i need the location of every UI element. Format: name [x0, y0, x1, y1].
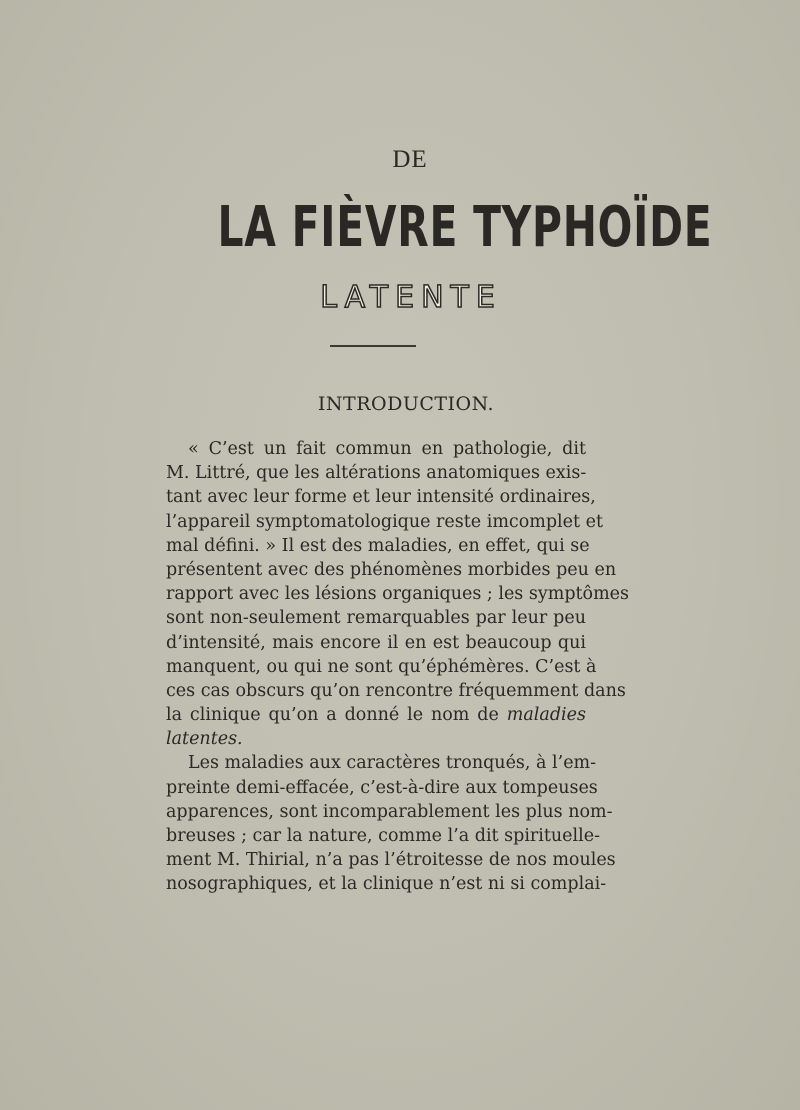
page-subtitle: LATENTE	[320, 280, 502, 315]
text-line: M. Littré, que les altérations anatomiques exis-	[166, 463, 587, 484]
text-line: mal défini. » Il est des maladies, en effet, qui se	[166, 535, 590, 556]
text-line: Les maladies aux caractères tronqués, à l’em-	[188, 753, 597, 774]
body-text	[166, 437, 630, 897]
text-line: rapport avec les lésions organiques ; les symptômes	[166, 584, 630, 605]
text-line: apparences, sont incomparablement les plus nom-	[166, 801, 613, 822]
text-line: l’appareil symptomatologique reste imcomplet et	[166, 511, 603, 532]
text-line: manquent, ou qui ne sont qu’éphémères. C’est à	[166, 656, 597, 677]
text-line	[166, 703, 586, 727]
text-line: preinte demi-effacée, c’est-à-dire aux tompeuses	[166, 777, 598, 798]
text-segment: la clinique qu’on a donné le nom de	[166, 705, 499, 726]
title-prefix: DE	[392, 146, 428, 173]
text-line: ces cas obscurs qu’on rencontre fréquemment dans	[166, 680, 626, 701]
section-heading: INTRODUCTION.	[317, 393, 495, 415]
text-line: « C’est un fait commun en pathologie, dit	[188, 439, 586, 459]
text-line: tant avec leur forme et leur intensité ordinaires,	[166, 487, 596, 508]
page-title: LA FIÈVRE TYPHOÏDE	[217, 195, 713, 260]
italic-term: maladies	[506, 705, 586, 726]
text-line: sont non-seulement remarquables par leur peu	[166, 608, 586, 629]
text-line	[166, 727, 586, 751]
text-line: ment M. Thirial, n’a pas l’étroitesse de nos moules	[166, 850, 616, 871]
italic-term: latentes.	[166, 729, 243, 750]
text-line: présentent avec des phénomènes morbides peu en	[166, 559, 617, 580]
title-divider	[330, 345, 416, 347]
text-line: nosographiques, et la clinique n’est ni si complai-	[166, 874, 607, 895]
text-line: breuses ; car la nature, comme l’a dit spirituelle-	[166, 826, 601, 846]
text-line: d’intensité, mais encore il en est beaucoup qui	[166, 632, 586, 653]
